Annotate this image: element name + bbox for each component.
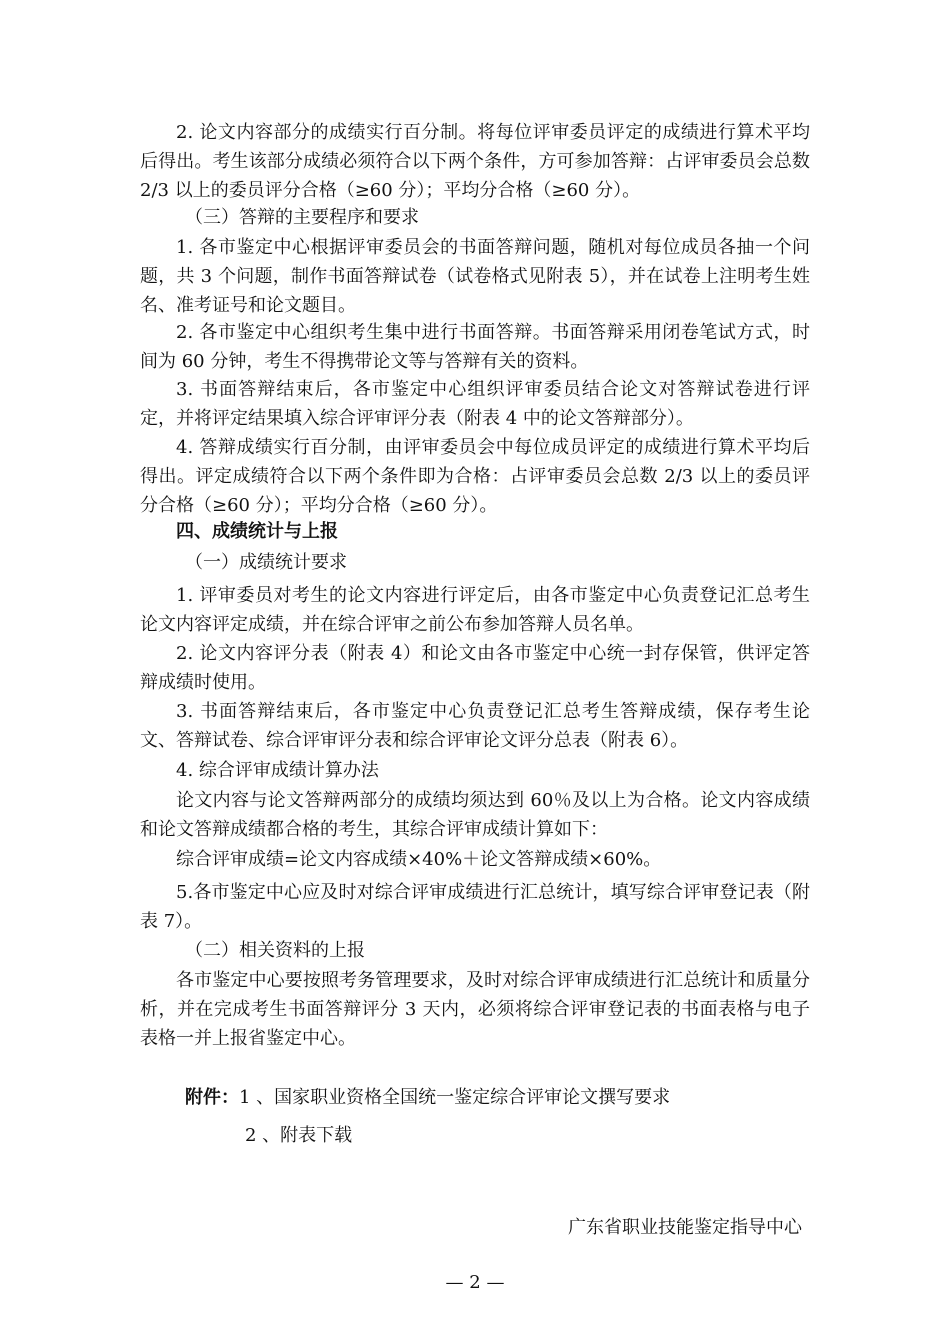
section-heading-score-statistics: 四、成绩统计与上报 [176, 521, 338, 542]
paragraph-content-score-registration: 1. 评审委员对考生的论文内容进行评定后，由各市鉴定中心负责登记汇总考生论文内容评定成绩，并在综合评审之前公布参加答辩人员名单。 [140, 585, 810, 635]
attachment-item-1[interactable]: 1 、国家职业资格全国统一鉴定综合评审论文撰写要求 [239, 1087, 671, 1108]
paragraph-defense-questions: 1. 各市鉴定中心根据评审委员会的书面答辩问题，随机对每位成员各抽一个问题，共 3 个问题，制作书面答辩试卷（试卷格式见附表 5），并在试卷上注明考生姓名、准考证号和论文题目。 [140, 237, 810, 316]
attachment-line-1 [185, 1083, 670, 1112]
paragraph-score-formula: 综合评审成绩=论文内容成绩×40%＋论文答辩成绩×60%。 [176, 849, 662, 870]
attachment-item-2[interactable]: 2 、附表下载 [245, 1125, 353, 1146]
paragraph-defense-evaluation: 3. 书面答辩结束后，各市鉴定中心组织评审委员结合论文对答辩试卷进行评定，并将评定结果填入综合评审评分表（附表 4 中的论文答辩部分）。 [140, 379, 810, 429]
section-heading-defense-procedure: （三）答辩的主要程序和要求 [185, 207, 419, 228]
attachment-label: 附件： [185, 1087, 239, 1108]
paragraph-score-sheet-storage: 2. 论文内容评分表（附表 4）和论文由各市鉴定中心统一封存保管，供评定答辩成绩时使用。 [140, 643, 810, 693]
paragraph-closed-book-defense: 2. 各市鉴定中心组织考生集中进行书面答辩。书面答辩采用闭卷笔试方式，时间为 60 分钟，考生不得携带论文等与答辩有关的资料。 [140, 322, 810, 372]
paragraph-calculation-method: 4. 综合评审成绩计算办法 [176, 760, 379, 781]
page-number: — 2 — [445, 1272, 505, 1293]
section-heading-materials-reporting: （二）相关资料的上报 [185, 940, 365, 961]
paragraph-registration-form: 5.各市鉴定中心应及时对综合评审成绩进行汇总统计，填写综合评审登记表（附表 7）。 [140, 882, 810, 932]
paragraph-content-scoring: 2. 论文内容部分的成绩实行百分制。将每位评审委员评定的成绩进行算术平均后得出。考生该部分成绩必须符合以下两个条件，方可参加答辩：占评审委员会总数 2/3 以上的委员评分合格（≥60 分）；平均分合格（≥60 分）。 [140, 122, 810, 201]
issuer-signature: 广东省职业技能鉴定指导中心 [568, 1217, 802, 1238]
paragraph-defense-score-registration: 3. 书面答辩结束后，各市鉴定中心负责登记汇总考生答辩成绩，保存考生论文、答辩试卷、综合评审评分表和综合评审论文评分总表（附表 6）。 [140, 701, 810, 751]
paragraph-reporting-requirements: 各市鉴定中心要按照考务管理要求，及时对综合评审成绩进行汇总统计和质量分析，并在完成考生书面答辩评分 3 天内，必须将综合评审登记表的书面表格与电子表格一并上报省鉴定中心。 [140, 970, 810, 1049]
paragraph-passing-criteria: 论文内容与论文答辩两部分的成绩均须达到 60％及以上为合格。论文内容成绩和论文答辩成绩都合格的考生，其综合评审成绩计算如下： [140, 790, 810, 840]
section-heading-statistics-requirements: （一）成绩统计要求 [185, 552, 347, 573]
paragraph-defense-scoring: 4. 答辩成绩实行百分制，由评审委员会中每位成员评定的成绩进行算术平均后得出。评定成绩符合以下两个条件即为合格：占评审委员会总数 2/3 以上的委员评分合格（≥60 分）；平均分合格（≥60 分）。 [140, 437, 810, 516]
